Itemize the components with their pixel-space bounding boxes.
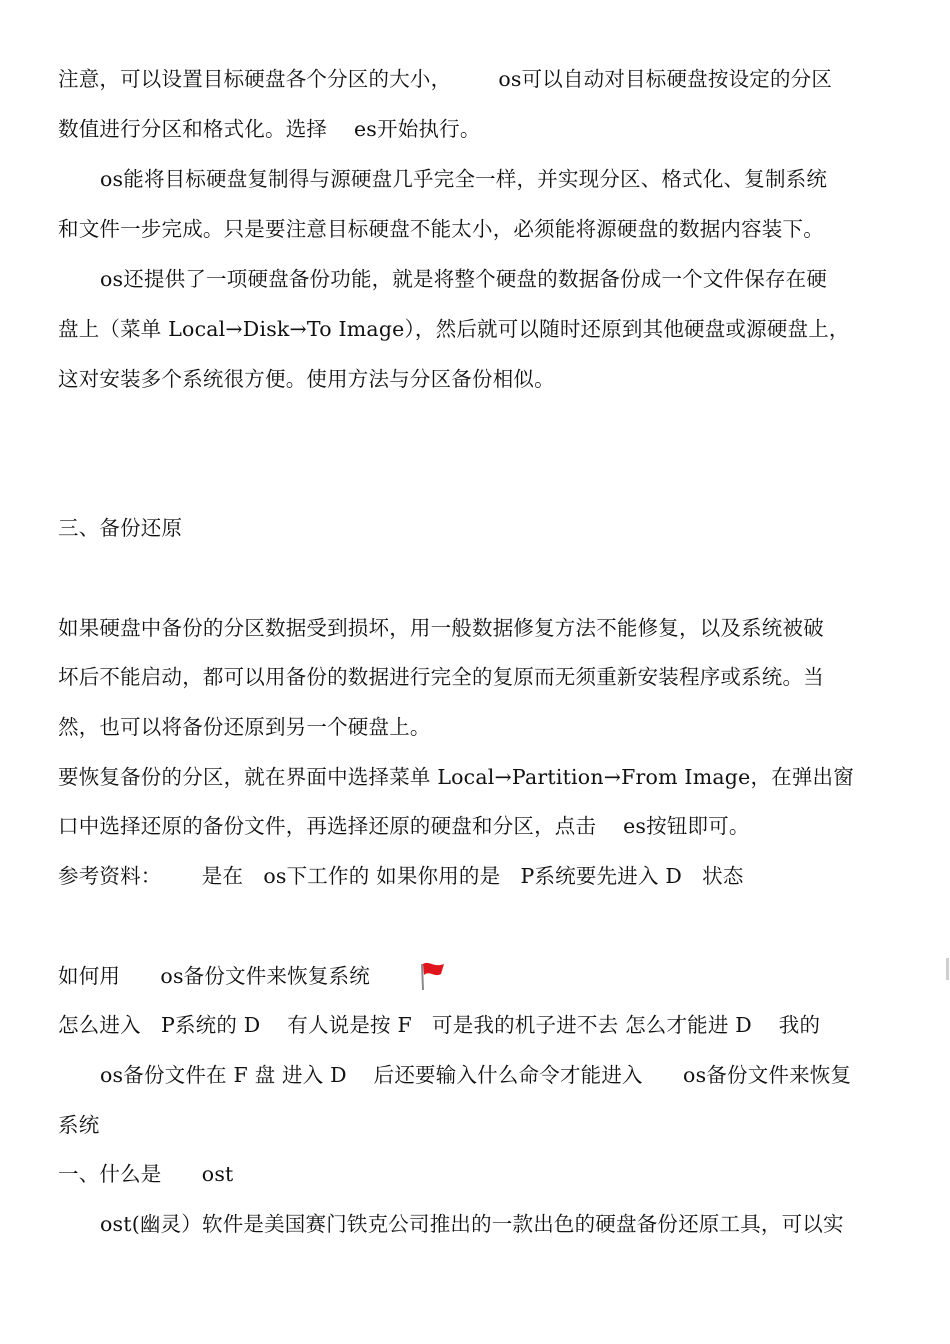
paragraph-line: 口中选择还原的备份文件，再选择还原的硬盘和分区，点击 es按钮即可。	[58, 814, 750, 838]
paragraph-line: 注意，可以设置目标硬盘各个分区的大小， os可以自动对目标硬盘按设定的分区	[58, 67, 833, 91]
paragraph-line: os能将目标硬盘复制得与源硬盘几乎完全一样，并实现分区、格式化、复制系统	[100, 167, 828, 191]
section-heading: 一、什么是 ost	[58, 1162, 234, 1186]
paragraph-line: 如果硬盘中备份的分区数据受到损坏，用一般数据修复方法不能修复，以及系统被破	[58, 616, 824, 640]
paragraph-line: 数值进行分区和格式化。选择 es开始执行。	[58, 117, 481, 141]
reference-line: 参考资料： 是在 os下工作的 如果你用的是 P系统要先进入 D 状态	[58, 864, 744, 888]
paragraph-line: 然，也可以将备份还原到另一个硬盘上。	[58, 715, 431, 739]
scroll-edge-mark	[946, 958, 949, 980]
paragraph-line: 坏后不能启动，都可以用备份的数据进行完全的复原而无须重新安装程序或系统。当	[58, 665, 824, 689]
red-flag-icon	[414, 958, 448, 994]
question-line: os备份文件在 F 盘 进入 D 后还要输入什么命令才能进入 os备份文件来恢复	[100, 1063, 852, 1087]
paragraph-line: os还提供了一项硬盘备份功能，就是将整个硬盘的数据备份成一个文件保存在硬	[100, 267, 828, 291]
question-line: 怎么进入 P系统的 D 有人说是按 F 可是我的机子进不去 怎么才能进 D 我的	[58, 1013, 821, 1037]
section-heading: 三、备份还原	[58, 516, 183, 540]
question-line: 系统	[58, 1113, 100, 1137]
question-title: 如何用 os备份文件来恢复系统	[58, 964, 370, 988]
paragraph-line: 和文件一步完成。只是要注意目标硬盘不能太小，必须能将源硬盘的数据内容装下。	[58, 217, 824, 241]
paragraph-line: 要恢复备份的分区，就在界面中选择菜单 Local→Partition→From Image，在弹出窗	[58, 765, 854, 789]
paragraph-line: 盘上（菜单 Local→Disk→To Image），然后就可以随时还原到其他硬盘或源硬盘上，	[58, 317, 850, 341]
paragraph-line: ost(幽灵）软件是美国赛门铁克公司推出的一款出色的硬盘备份还原工具，可以实	[100, 1212, 844, 1236]
paragraph-line: 这对安装多个系统很方便。使用方法与分区备份相似。	[58, 367, 555, 391]
